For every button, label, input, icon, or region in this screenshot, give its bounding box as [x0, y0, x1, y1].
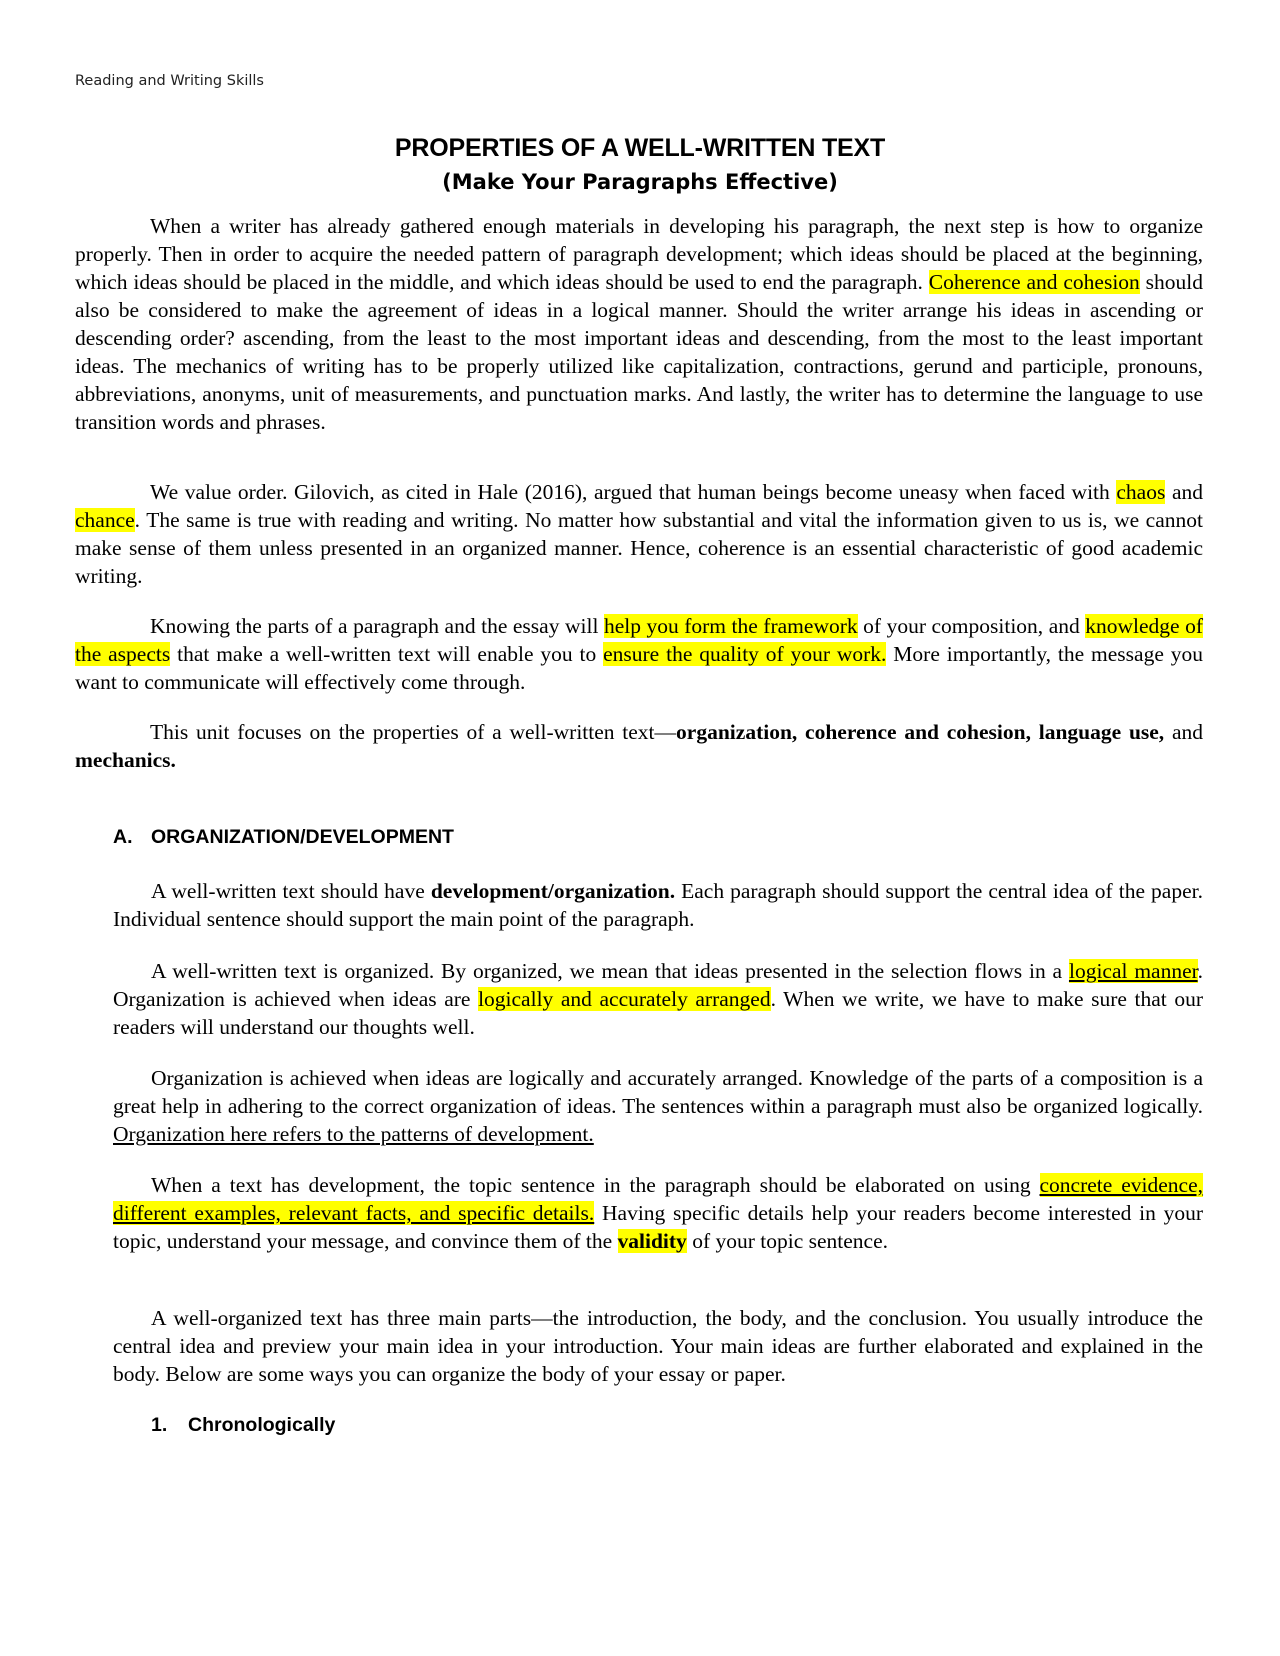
text-run: This unit focuses on the properties of a well-written text—	[150, 720, 677, 744]
bold-run: development/organization.	[430, 879, 676, 903]
text-run: Having specific details help your readers become interested in your topic, understand your message, and convince them of the	[113, 1201, 1203, 1253]
paragraph-unit-focus	[75, 718, 1203, 774]
text-run: of your composition, and	[857, 614, 1086, 638]
text-run: . The same is true with reading and writing. No matter how substantial and vital the information given to us is, we cannot make sense of them unless presented in an organized manner. Hence, coherence is an essential characteristic of good academic writing.	[75, 508, 1203, 588]
highlight-logical-manner: logical manner	[1068, 959, 1198, 983]
highlight-framework: help you form the framework	[603, 614, 858, 638]
text-run: A well-written text is organized. By organized, we mean that ideas presented in the selection flows in a	[151, 959, 1069, 983]
highlight-chance: chance	[75, 508, 135, 532]
text-run: We value order. Gilovich, as cited in Hale (2016), argued that human beings become uneasy when faced with	[150, 480, 1117, 504]
text-run: and	[1164, 720, 1203, 744]
text-run: should also be considered to make the agreement of ideas in a logical manner. Should the writer arrange his ideas in ascending or descending order? ascending, from the least to the most important ideas and descending, from the most to the least important ideas. The mechanics of writing has to be properly utilized like capitalization, contractions, gerund and participle, pronouns, abbreviations, anonyms, unit of measurements, and punctuation marks. And lastly, the writer has to determine the language to use transition words and phrases.	[75, 270, 1203, 434]
text-run: When a text has development, the topic sentence in the paragraph should be elaborated on using	[151, 1173, 1040, 1197]
paragraph-framework	[75, 612, 1203, 696]
paragraph-organization-achieved	[113, 1064, 1203, 1148]
text-run: and	[1165, 480, 1203, 504]
list-label: 1.	[151, 1414, 168, 1436]
highlight-validity: validity	[617, 1229, 687, 1253]
paragraph-three-parts	[113, 1304, 1203, 1388]
underlined-run: Organization here refers to the patterns of development.	[113, 1122, 594, 1146]
highlight-coherence-cohesion: Coherence and cohesion	[928, 270, 1140, 294]
text-run: A well-organized text has three main parts—the introduction, the body, and the conclusion. You usually introduce the central idea and preview your main idea in your introduction. Your main ideas are further elaborated and explained in the body. Below are some ways you can organize the body of your essay or paper.	[113, 1306, 1203, 1386]
text-run: . When we write, we have to make sure that our readers will understand our thoughts well.	[113, 987, 1203, 1039]
section-heading-organization	[113, 826, 454, 849]
section-label: A.	[113, 826, 133, 848]
paragraph-order	[75, 478, 1203, 590]
highlight-aspects: knowledge of the aspects	[75, 614, 1204, 666]
running-header: Reading and Writing Skills	[75, 73, 264, 89]
text-run: Each paragraph should support the central idea of the paper. Individual sentence should support the main point of the paragraph.	[113, 879, 1203, 931]
text-run: . Organization is achieved when ideas are	[113, 959, 1203, 1011]
text-run: Organization is achieved when ideas are logically and accurately arranged. Knowledge of the parts of a composition is a great help in adhering to the correct organization of ideas. The sentences within a paragraph must also be organized logically.	[113, 1066, 1203, 1118]
highlight-chaos: chaos	[1116, 480, 1166, 504]
list-heading-chronologically	[151, 1414, 335, 1437]
paragraph-development	[113, 877, 1203, 933]
bold-run: mechanics.	[75, 748, 176, 772]
bold-run: organization, coherence and cohesion, language use,	[676, 720, 1165, 744]
text-run: that make a well-written text will enable you to	[170, 642, 604, 666]
document-title: PROPERTIES OF A WELL-WRITTEN TEXT	[394, 134, 886, 162]
list-title: Chronologically	[188, 1414, 336, 1436]
document-subtitle: (Make Your Paragraphs Effective)	[442, 170, 838, 194]
text-run: A well-written text should have	[151, 879, 431, 903]
paragraph-intro	[75, 212, 1203, 436]
paragraph-text-development	[113, 1171, 1203, 1255]
highlight-concrete-evidence: concrete evidence, different examples, relevant facts, and specific details.	[113, 1173, 1204, 1225]
paragraph-organized	[113, 957, 1203, 1041]
text-run: When a writer has already gathered enough materials in developing his paragraph, the next step is how to organize properly. Then in order to acquire the needed pattern of paragraph development; which ideas should be placed at the beginning, which ideas should be placed in the middle, and which ideas should be used to end the paragraph.	[75, 214, 1203, 294]
text-run: Knowing the parts of a paragraph and the essay will	[150, 614, 604, 638]
highlight-logically-arranged: logically and accurately arranged	[478, 987, 771, 1011]
highlight-quality: ensure the quality of your work.	[603, 642, 887, 666]
text-run: of your topic sentence.	[686, 1229, 889, 1253]
section-title: ORGANIZATION/DEVELOPMENT	[151, 826, 454, 848]
text-run: More importantly, the message you want to communicate will effectively come through.	[75, 642, 1203, 694]
